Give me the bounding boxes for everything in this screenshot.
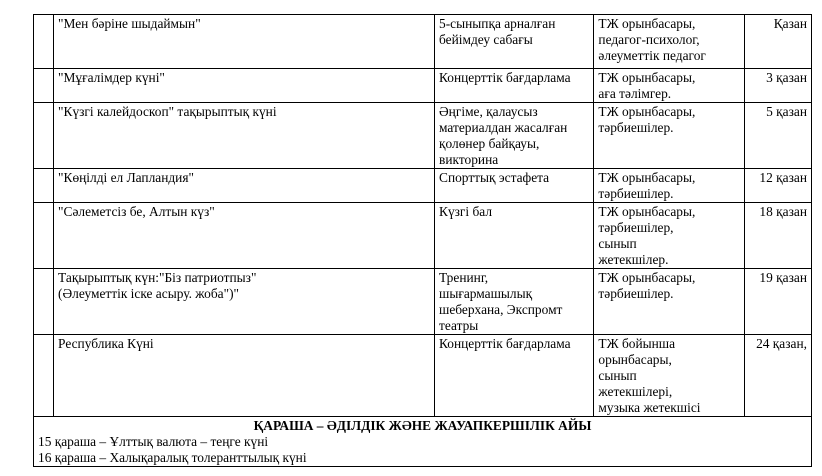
month-section-cell [34, 417, 812, 467]
cell-text: викторина [439, 152, 499, 167]
cell-text: жетекшілері, [598, 384, 673, 399]
event-date-cell [744, 69, 811, 103]
cell-text: Қазан [773, 16, 807, 31]
cell-text: материалдан жасалған [439, 120, 568, 135]
cell-text: 12 қазан [759, 170, 807, 185]
row-number-cell [34, 269, 54, 335]
event-name-cell [54, 169, 435, 203]
event-date-cell [744, 269, 811, 335]
cell-text: ТЖ орынбасары, [598, 170, 696, 185]
cell-text: "Көңілді ел Лапландия" [58, 170, 194, 185]
cell-text: Тренинг, [439, 270, 489, 285]
cell-text: бейімдеу сабағы [439, 32, 533, 47]
cell-text: 3 қазан [766, 70, 807, 85]
cell-text: тәрбиешілер, [598, 220, 674, 235]
responsible-cell [594, 103, 744, 169]
cell-text: тәрбиешілер. [598, 186, 674, 201]
responsible-cell [594, 269, 744, 335]
event-form-cell [435, 269, 594, 335]
cell-text: сынып [598, 236, 637, 251]
cell-text: Әңгіме, қалаусыз [439, 104, 538, 119]
event-name-cell [54, 103, 435, 169]
table-row [34, 203, 812, 269]
row-number-cell [34, 103, 54, 169]
holiday-line: 16 қараша – Халықаралық толеранттылық күні [38, 450, 307, 465]
cell-text: театры [439, 318, 479, 333]
event-date-cell [744, 103, 811, 169]
event-name-cell [54, 69, 435, 103]
cell-text: ТЖ бойынша [598, 336, 676, 351]
table-row [34, 15, 812, 69]
cell-text: ТЖ орынбасары, [598, 16, 696, 31]
event-date-cell [744, 203, 811, 269]
cell-text: әлеуметтік педагог [598, 48, 706, 63]
table-row [34, 103, 812, 169]
cell-text: "Мұғалімдер күні" [58, 70, 165, 85]
row-number-cell [34, 69, 54, 103]
cell-text: "Күзгі калейдоскоп" тақырыптық күні [58, 104, 277, 119]
cell-text: 24 қазан, [756, 336, 807, 351]
holiday-line: 15 қараша – Ұлттық валюта – теңге күні [38, 434, 269, 449]
responsible-cell [594, 169, 744, 203]
responsible-cell [594, 69, 744, 103]
table-row [34, 169, 812, 203]
event-date-cell [744, 169, 811, 203]
cell-text: (Әлеуметтік іске асыру. жоба")" [58, 286, 240, 301]
cell-text: сынып [598, 368, 637, 383]
cell-text: педагог-психолог, [598, 32, 700, 47]
row-number-cell [34, 169, 54, 203]
table-row [34, 269, 812, 335]
cell-text: 5-сыныпқа арналған [439, 16, 556, 31]
cell-text: аға тәлімгер. [598, 86, 672, 101]
event-form-cell [435, 169, 594, 203]
row-number-cell [34, 203, 54, 269]
cell-text: "Мен бәріне шыдаймын" [58, 16, 201, 31]
responsible-cell [594, 335, 744, 417]
event-form-cell [435, 103, 594, 169]
event-form-cell [435, 203, 594, 269]
cell-text: ТЖ орынбасары, [598, 204, 696, 219]
cell-text: 5 қазан [766, 104, 807, 119]
event-name-cell [54, 15, 435, 69]
table-row [34, 69, 812, 103]
cell-text: Концерттік бағдарлама [439, 336, 571, 351]
cell-text: Республика Күні [58, 336, 154, 351]
cell-text: орынбасары, [598, 352, 672, 367]
event-date-cell [744, 335, 811, 417]
cell-text: шеберхана, Экспромт [439, 302, 563, 317]
cell-text: Тақырыптық күн:"Біз патриотпыз" [58, 270, 257, 285]
event-name-cell [54, 203, 435, 269]
cell-text: тәрбиешілер. [598, 120, 674, 135]
cell-text: шығармашылық [439, 286, 533, 301]
events-table-body [34, 15, 812, 467]
cell-text: Күзгі бал [439, 204, 493, 219]
events-table [33, 14, 812, 467]
cell-text: Концерттік бағдарлама [439, 70, 571, 85]
event-name-cell [54, 335, 435, 417]
event-form-cell [435, 69, 594, 103]
cell-text: тәрбиешілер. [598, 286, 674, 301]
month-section-row [34, 417, 812, 467]
row-number-cell [34, 335, 54, 417]
cell-text: ТЖ орынбасары, [598, 104, 696, 119]
responsible-cell [594, 203, 744, 269]
cell-text: 18 қазан [759, 204, 807, 219]
event-form-cell [435, 335, 594, 417]
table-row [34, 335, 812, 417]
event-name-cell [54, 269, 435, 335]
month-title: ҚАРАША – ӘДІЛДІК ЖӘНЕ ЖАУАПКЕРШІЛІК АЙЫ [253, 418, 592, 433]
document-page [33, 14, 812, 467]
cell-text: музыка жетекшісі [598, 400, 701, 415]
cell-text: Спорттық эстафета [439, 170, 550, 185]
cell-text: 19 қазан [759, 270, 807, 285]
event-date-cell [744, 15, 811, 69]
responsible-cell [594, 15, 744, 69]
cell-text: қолөнер байқауы, [439, 136, 540, 151]
cell-text: ТЖ орынбасары, [598, 270, 696, 285]
cell-text: жетекшілер. [598, 252, 669, 267]
event-form-cell [435, 15, 594, 69]
cell-text: ТЖ орынбасары, [598, 70, 696, 85]
row-number-cell [34, 15, 54, 69]
cell-text: "Сәлеметсіз бе, Алтын күз" [58, 204, 215, 219]
